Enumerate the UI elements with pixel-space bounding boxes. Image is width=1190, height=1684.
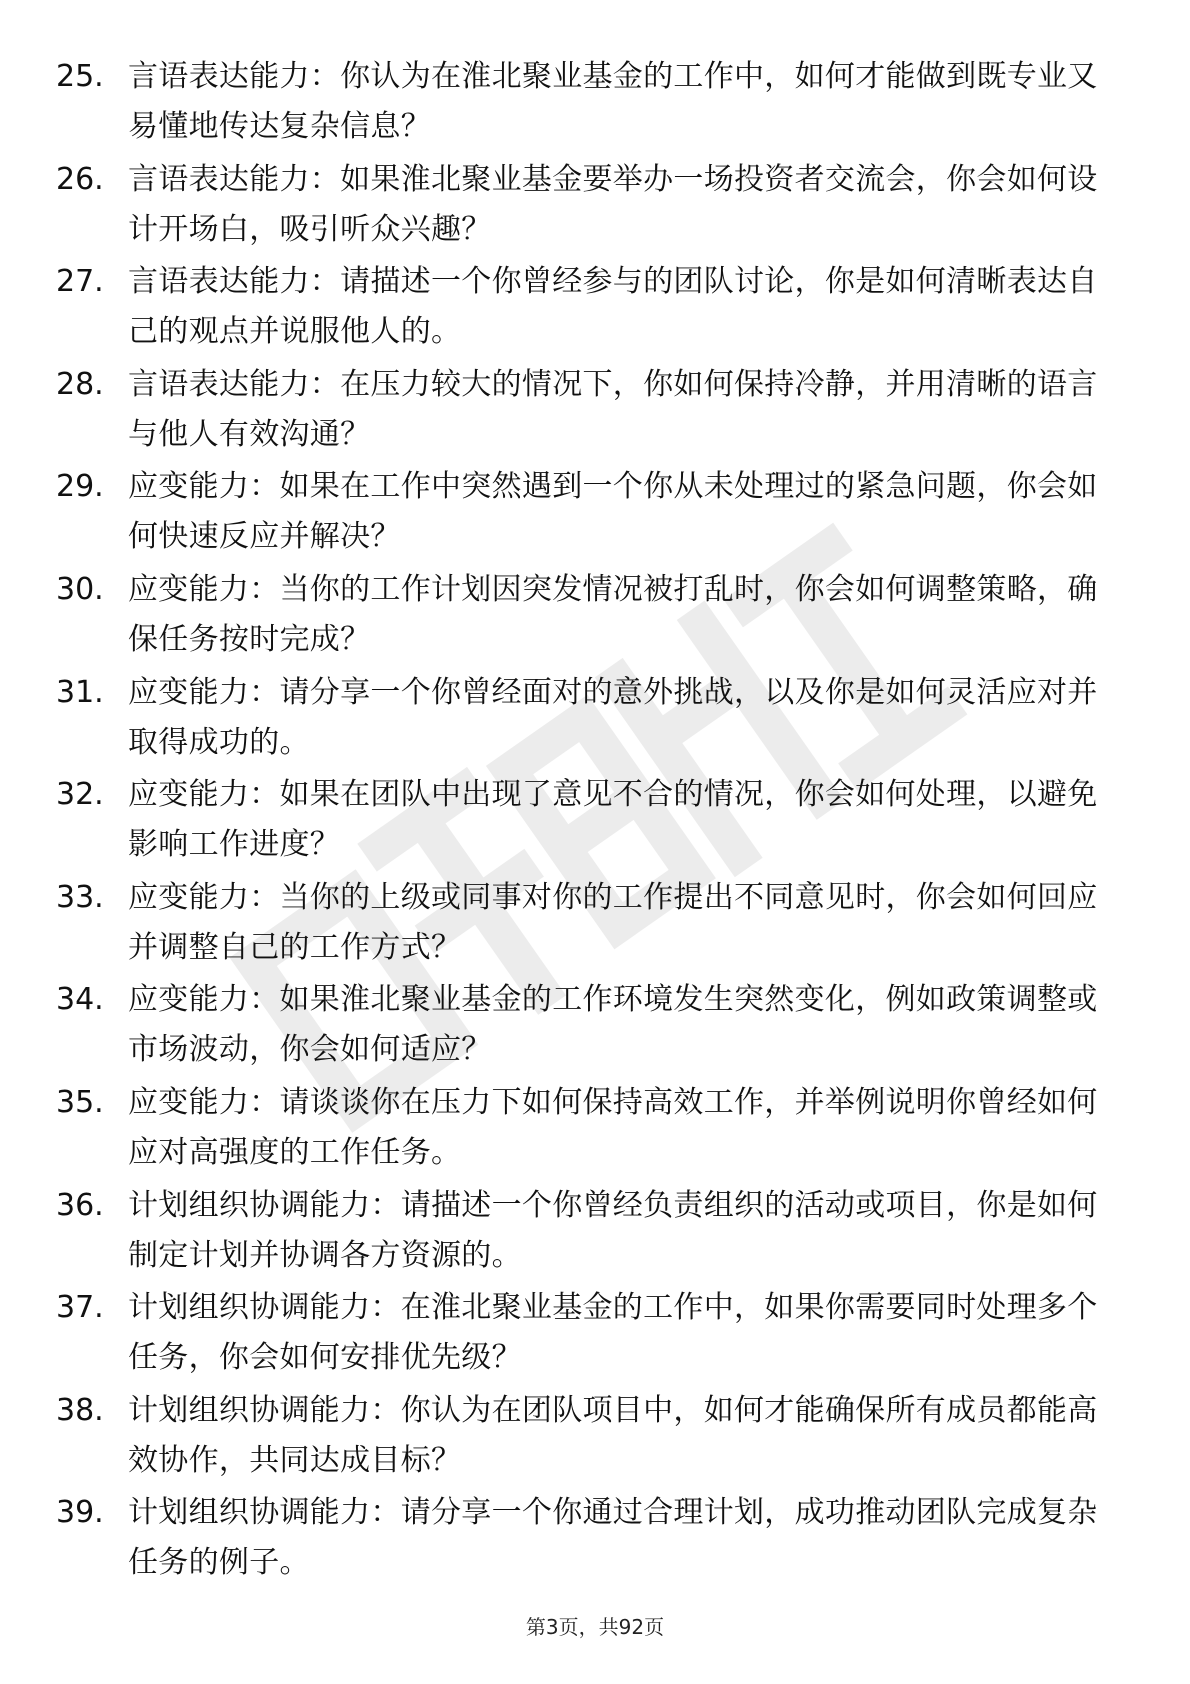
question-number: 38. bbox=[56, 1392, 104, 1428]
question-number: 27. bbox=[56, 264, 104, 300]
question-text: 计划组织协调能力：请分享一个你通过合理计划，成功推动团队完成复杂任务的例子。 bbox=[128, 1495, 1098, 1581]
question-text: 计划组织协调能力：在淮北聚业基金的工作中，如果你需要同时处理多个任务，你会如何安排优先级？ bbox=[128, 1290, 1098, 1376]
question-text: 应变能力：当你的上级或同事对你的工作提出不同意见时，你会如何回应并调整自己的工作方式？ bbox=[128, 879, 1098, 965]
question-text: 应变能力：如果在工作中突然遇到一个你从未处理过的紧急问题，你会如何快速反应并解决？ bbox=[128, 469, 1098, 555]
question-text: 应变能力：请谈谈你在压力下如何保持高效工作，并举例说明你曾经如何应对高强度的工作任务。 bbox=[128, 1084, 1098, 1170]
question-item bbox=[0, 44, 1190, 147]
question-text: 言语表达能力：你认为在淮北聚业基金的工作中，如何才能做到既专业又易懂地传达复杂信息？ bbox=[128, 59, 1098, 144]
page-footer bbox=[0, 1612, 1190, 1642]
question-text: 应变能力：当你的工作计划因突发情况被打乱时，你会如何调整策略，确保任务按时完成？ bbox=[128, 571, 1098, 657]
question-item bbox=[0, 1275, 1190, 1378]
question-text: 言语表达能力：在压力较大的情况下，你如何保持冷静，并用清晰的语言与他人有效沟通？ bbox=[128, 366, 1098, 452]
question-item bbox=[0, 454, 1190, 557]
question-item bbox=[0, 1480, 1190, 1583]
question-text: 应变能力：如果淮北聚业基金的工作环境发生突然变化，例如政策调整或市场波动，你会如何适应？ bbox=[128, 982, 1098, 1068]
question-text: 计划组织协调能力：你认为在团队项目中，如何才能确保所有成员都能高效协作，共同达成目标？ bbox=[128, 1392, 1098, 1478]
question-text: 言语表达能力：如果淮北聚业基金要举办一场投资者交流会，你会如何设计开场白，吸引听众兴趣？ bbox=[128, 161, 1098, 247]
question-number: 34. bbox=[56, 982, 104, 1018]
question-number: 29. bbox=[56, 469, 104, 505]
question-number: 37. bbox=[56, 1290, 104, 1326]
question-number: 36. bbox=[56, 1187, 104, 1223]
question-item bbox=[0, 762, 1190, 865]
question-item bbox=[0, 249, 1190, 352]
question-number: 32. bbox=[56, 777, 104, 813]
question-text: 应变能力：如果在团队中出现了意见不合的情况，你会如何处理，以避免影响工作进度？ bbox=[128, 777, 1098, 863]
question-item bbox=[0, 660, 1190, 763]
question-number: 30. bbox=[56, 571, 104, 607]
question-number: 25. bbox=[56, 59, 104, 94]
page-number-label: 第3页，共92页 bbox=[525, 1615, 665, 1639]
question-text: 应变能力：请分享一个你曾经面对的意外挑战，以及你是如何灵活应对并取得成功的。 bbox=[128, 674, 1098, 760]
question-item bbox=[0, 1173, 1190, 1276]
question-item bbox=[0, 865, 1190, 968]
question-number: 31. bbox=[56, 674, 104, 710]
question-item bbox=[0, 557, 1190, 660]
question-number: 28. bbox=[56, 366, 104, 402]
question-list bbox=[0, 44, 1190, 1583]
question-text: 计划组织协调能力：请描述一个你曾经负责组织的活动或项目，你是如何制定计划并协调各方资源的。 bbox=[128, 1187, 1098, 1273]
question-item bbox=[0, 1070, 1190, 1173]
question-item bbox=[0, 967, 1190, 1070]
question-item bbox=[0, 352, 1190, 455]
question-text: 言语表达能力：请描述一个你曾经参与的团队讨论，你是如何清晰表达自己的观点并说服他人的。 bbox=[128, 264, 1098, 350]
question-number: 39. bbox=[56, 1495, 104, 1531]
question-number: 33. bbox=[56, 879, 104, 915]
question-number: 35. bbox=[56, 1084, 104, 1120]
question-number: 26. bbox=[56, 161, 104, 197]
question-item bbox=[0, 147, 1190, 250]
question-item bbox=[0, 1378, 1190, 1481]
